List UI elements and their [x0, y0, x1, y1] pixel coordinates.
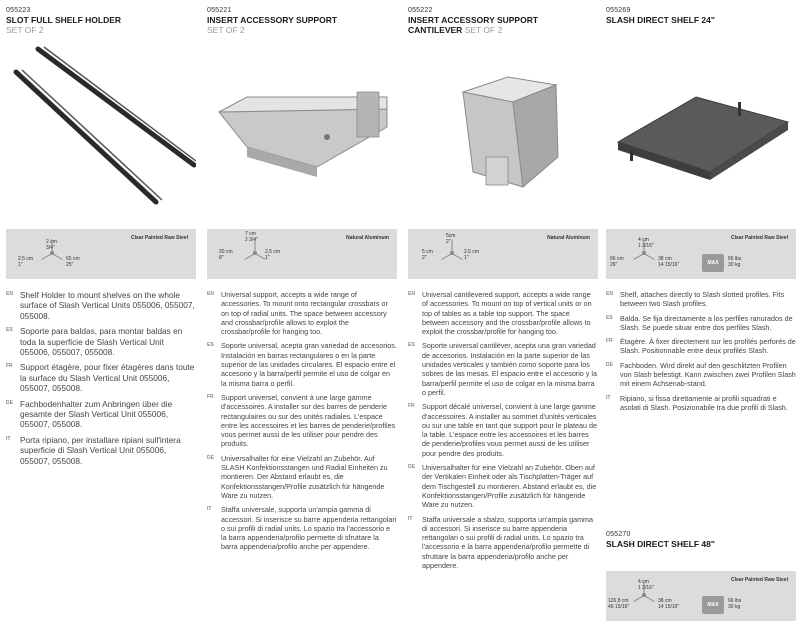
axis-line [255, 253, 266, 260]
lang-code: EN [606, 291, 613, 297]
desc-text: Balda. Se fija directamente a los perfiles ranurados de Slash. Se puede situar entre dos perfiles Slash. [620, 313, 793, 332]
finish-label: Clear Painted Raw Steel [731, 577, 788, 583]
desc-en [408, 290, 598, 336]
product-code: 055222 [408, 7, 433, 14]
product-title [6, 15, 196, 35]
desc-fr [606, 337, 796, 356]
desc-text: Étagère. À fixer directement sur les profilés perforés de Slash. Positionnable entre deux profilés Slash. [620, 337, 796, 356]
finish-label: Clear Painted Raw Steel [131, 235, 188, 241]
dim-width: 126,8 cm 49 15/16" [608, 598, 630, 610]
product-subtitle: SET OF 2 [464, 25, 503, 35]
desc-en [6, 290, 196, 321]
product-column-055221 [207, 0, 397, 624]
desc-text: Porta ripiano, per installare ripiani sull'intera superficie di Slash Vertical Unit 055006, 055007, 055008. [20, 434, 181, 466]
product-column-055222 [408, 0, 598, 624]
desc-text: Soporte para baldas, para montar baldas en toda la superficie de Slash Vertical Unit 055006, 055007, 055008. [20, 326, 183, 358]
product-photo-accessory-support [207, 37, 397, 227]
lang-code: DE [408, 464, 415, 471]
lang-code: IT [207, 506, 212, 513]
spec-panel [207, 229, 397, 279]
axis-line [244, 253, 255, 260]
desc-text: Support universel, convient à une large gamme d'accessoires. A installer sur des barres de penderie rectangulaires ou sur des unités radiales. L'espace entre les accessoires et les barres de penderie/profiles vous permet aussi de les utiliser pour pendre des produits. [221, 392, 396, 449]
axis-line [633, 595, 644, 602]
axis-line [441, 253, 452, 260]
spec-panel [6, 229, 196, 279]
desc-text: Soporte universal cantiléver, acepta una gran variedad de accesorios. Instalación en la parte superior de las unidades verticales y también como soporte para los sobres de las mesas. El espacio entre el accesorio y la barra/perfil permite el uso de colgar en la misma barra o perfil. [422, 341, 597, 397]
lang-code: DE [207, 454, 214, 461]
product-title-text: INSERT ACCESSORY SUPPORT [408, 15, 539, 25]
desc-es [6, 326, 196, 357]
desc-text: Fachboden. Wird direkt auf den geschlitzten Profilen von Slash befestigt. Kann zwischen zwei Profilen Slash mit einem Achsenab-stand. [620, 360, 796, 389]
dim-depth: 2,5 cm 1" [265, 249, 281, 261]
spec-panel [606, 571, 796, 621]
dim-width: 66 cm 26" [610, 256, 624, 268]
desc-text: Support étagère, pour fixer étagères dans toute la surface du Slash Vertical Unit 055006, 055007, 055008. [20, 362, 195, 394]
desc-es [408, 341, 598, 397]
description-blocks [207, 290, 397, 557]
lang-code: FR [408, 403, 415, 410]
axis-line [644, 253, 655, 260]
desc-text: Ripiano, si fissa direttamente ai profili squadrati e asolati di Slash. Posizionabile tra due profili di Slash. [620, 393, 788, 412]
lang-code: IT [6, 435, 11, 442]
description-blocks [6, 290, 196, 471]
product-photo-shelf-24 [606, 37, 796, 227]
lang-code: ES [6, 327, 13, 334]
axis-line [41, 253, 52, 260]
max-load-value: 66 lbs 30 kg [728, 598, 742, 610]
product-code: 055269 [606, 7, 631, 14]
product-title [207, 15, 397, 35]
desc-es [207, 341, 397, 387]
lang-code: EN [408, 291, 415, 297]
dim-depth: 38 cm 14 15/16" [658, 256, 680, 268]
finish-label: Natural Aluminum [547, 235, 590, 241]
dim-height: 4 cm 1 3/16" [638, 579, 654, 591]
lang-code: ES [408, 342, 415, 349]
desc-de [408, 463, 598, 509]
max-load-value: 66 lbs 30 kg [728, 256, 742, 268]
product-photo-cantilever-support [408, 37, 598, 227]
desc-text: Universal cantilevered support, accepts a wide range of accessories. To mount on top of vertical units or on top of tables as a table top support. The space between accessory and the crossbar/profile allows to exploit the crossbar/profile for hanging too. [422, 290, 592, 337]
desc-fr [6, 362, 196, 393]
desc-text: Soporte universal, acepta gran variedad de accesorios. Instalación en barras rectangulares o en la parte superior de las unidades circulares. El espacio entre el accesorio y la barra/perfil permite el uso de colgar en la misma barra o perfil. [221, 341, 397, 388]
desc-fr [207, 393, 397, 449]
finish-label: Natural Aluminum [346, 235, 389, 241]
product-055270 [606, 531, 796, 610]
lang-code: DE [606, 361, 613, 368]
spec-panel [606, 229, 796, 279]
desc-text: Shelf Holder to mount shelves on the whole surface of Slash Vertical Units 055006, 055007, 055008. [20, 290, 195, 321]
desc-text: Shelf, attaches directly to Slash slotted profiles. Fits between two Slash profiles. [620, 290, 785, 309]
dim-height: 4 cm 1 3/16" [638, 237, 654, 249]
desc-de [6, 399, 196, 430]
dim-width: 5 cm 2" [422, 249, 433, 261]
desc-de [606, 361, 796, 389]
product-title [408, 15, 598, 35]
dim-depth: 2,5 cm 1" [464, 249, 480, 261]
product-title-text: SLOT FULL SHELF HOLDER [6, 15, 122, 25]
desc-de [207, 454, 397, 500]
spec-panel [408, 229, 598, 279]
desc-en [606, 290, 796, 309]
axis-line [52, 253, 63, 260]
desc-text: Support décalé universel, convient à une large gamme d'accessoires. A installer au sommet d'unités verticales ou sur une table en tant que support pour le plateau de la table. L'espace entre les accessoires et les barres de penderie/profiles vous permet aussi de les utiliser pour pendre des produits. [422, 402, 598, 458]
lang-code: ES [606, 314, 613, 321]
dim-height: 2 cm 3/4" [46, 239, 57, 251]
product-column-055269 [606, 0, 796, 624]
product-column-055223 [6, 0, 196, 624]
desc-text: Fachbodenhalter zum Anbringen über die gesamte der Slash Vertical Unit 055006, 055007, 055008. [20, 398, 173, 430]
dim-depth: 65 cm 25" [66, 256, 80, 268]
product-title [606, 15, 796, 25]
finish-label: Clear Painted Raw Steel [731, 235, 788, 241]
desc-text: Universalhalter für eine Vielzahl an Zubehör. Auf SLASH Konfektionsstangen und Radial Einheiten zu montieren. Der Abstand erlaubt es, die Konfektionsstangen/Profile zusätzlich für hängende Ware zu nutzen. [221, 453, 388, 500]
dim-height: 7 cm 2 3/4" [245, 231, 258, 243]
desc-fr [408, 402, 598, 458]
product-code: 055223 [6, 7, 31, 14]
desc-text: Universal support, accepts a wide range of accessories. To mount onto rectangular crossbars or on top of radial units. The space between accessory and crossbar/profile allows to exploit the crossbar/profile for hanging too. [221, 290, 388, 337]
axis-line [633, 253, 644, 260]
lang-code: EN [207, 291, 214, 297]
product-subtitle: SET OF 2 [207, 25, 245, 35]
product-code: 055221 [207, 7, 232, 14]
lang-code: EN [6, 291, 13, 297]
axis-line [452, 253, 463, 260]
product-title-text: SLASH DIRECT SHELF 24" [606, 15, 715, 25]
desc-text: Staffa universale a sbalzo, supporta un'ampia gamma di accessori. Si inserisce su barre appenderia rettangolari o sui profili di radial units. Lo spazio tra l'accessorio e la barra appenderia/profilo permette di sfruttare la barra appenderia/profilo anche per appendere. [422, 514, 594, 571]
lang-code: ES [207, 342, 214, 349]
product-title-text: SLASH DIRECT SHELF 48" [606, 539, 715, 549]
desc-en [207, 290, 397, 336]
axis-line [644, 595, 655, 602]
lang-code: DE [6, 399, 13, 406]
lang-code: FR [6, 363, 13, 370]
dim-height: 5cm 2" [446, 233, 456, 245]
dim-depth: 38 cm 14 15/16" [658, 598, 680, 610]
lang-code: IT [606, 394, 611, 401]
product-photo-shelf-holders [6, 37, 196, 227]
dim-width: 2,5 cm 1" [18, 256, 34, 268]
product-code: 055270 [606, 531, 631, 538]
desc-it [408, 515, 598, 571]
max-load-badge: MAX [702, 596, 724, 614]
dim-width: 20 cm 8" [219, 249, 233, 261]
max-load-badge: MAX [702, 254, 724, 272]
product-subtitle: SET OF 2 [6, 25, 44, 35]
description-blocks [408, 290, 598, 575]
description-blocks [606, 290, 796, 417]
lang-code: IT [408, 515, 413, 522]
product-title [606, 539, 796, 549]
product-title-text: INSERT ACCESSORY SUPPORT [207, 15, 338, 25]
desc-it [6, 435, 196, 466]
desc-text: Universalhalter für eine Vielzahl an Zubehör. Oben auf der Vertikalen Einheit oder als Tischplatten-Träger auf dem Tischgestell zu montieren. Abstand erlaubt es, die Konfektionsstangen/Profile zusätzlich für hängende Ware zu nutzen. [422, 463, 597, 510]
desc-text: Staffa universale, supporta un'ampia gamma di accessori. Si inserisce su barre appenderia rettangolari o sui profili di radial units. Lo spazio tra l'accessorio e la barra appenderia/profilo permette di sfruttare la barra appenderia/profilo anche per appendere. [221, 505, 397, 552]
lang-code: FR [606, 338, 613, 345]
desc-it [606, 394, 796, 413]
product-title-line2: CANTILEVER [408, 25, 463, 35]
desc-it [207, 505, 397, 551]
lang-code: FR [207, 393, 214, 400]
desc-es [606, 314, 796, 333]
